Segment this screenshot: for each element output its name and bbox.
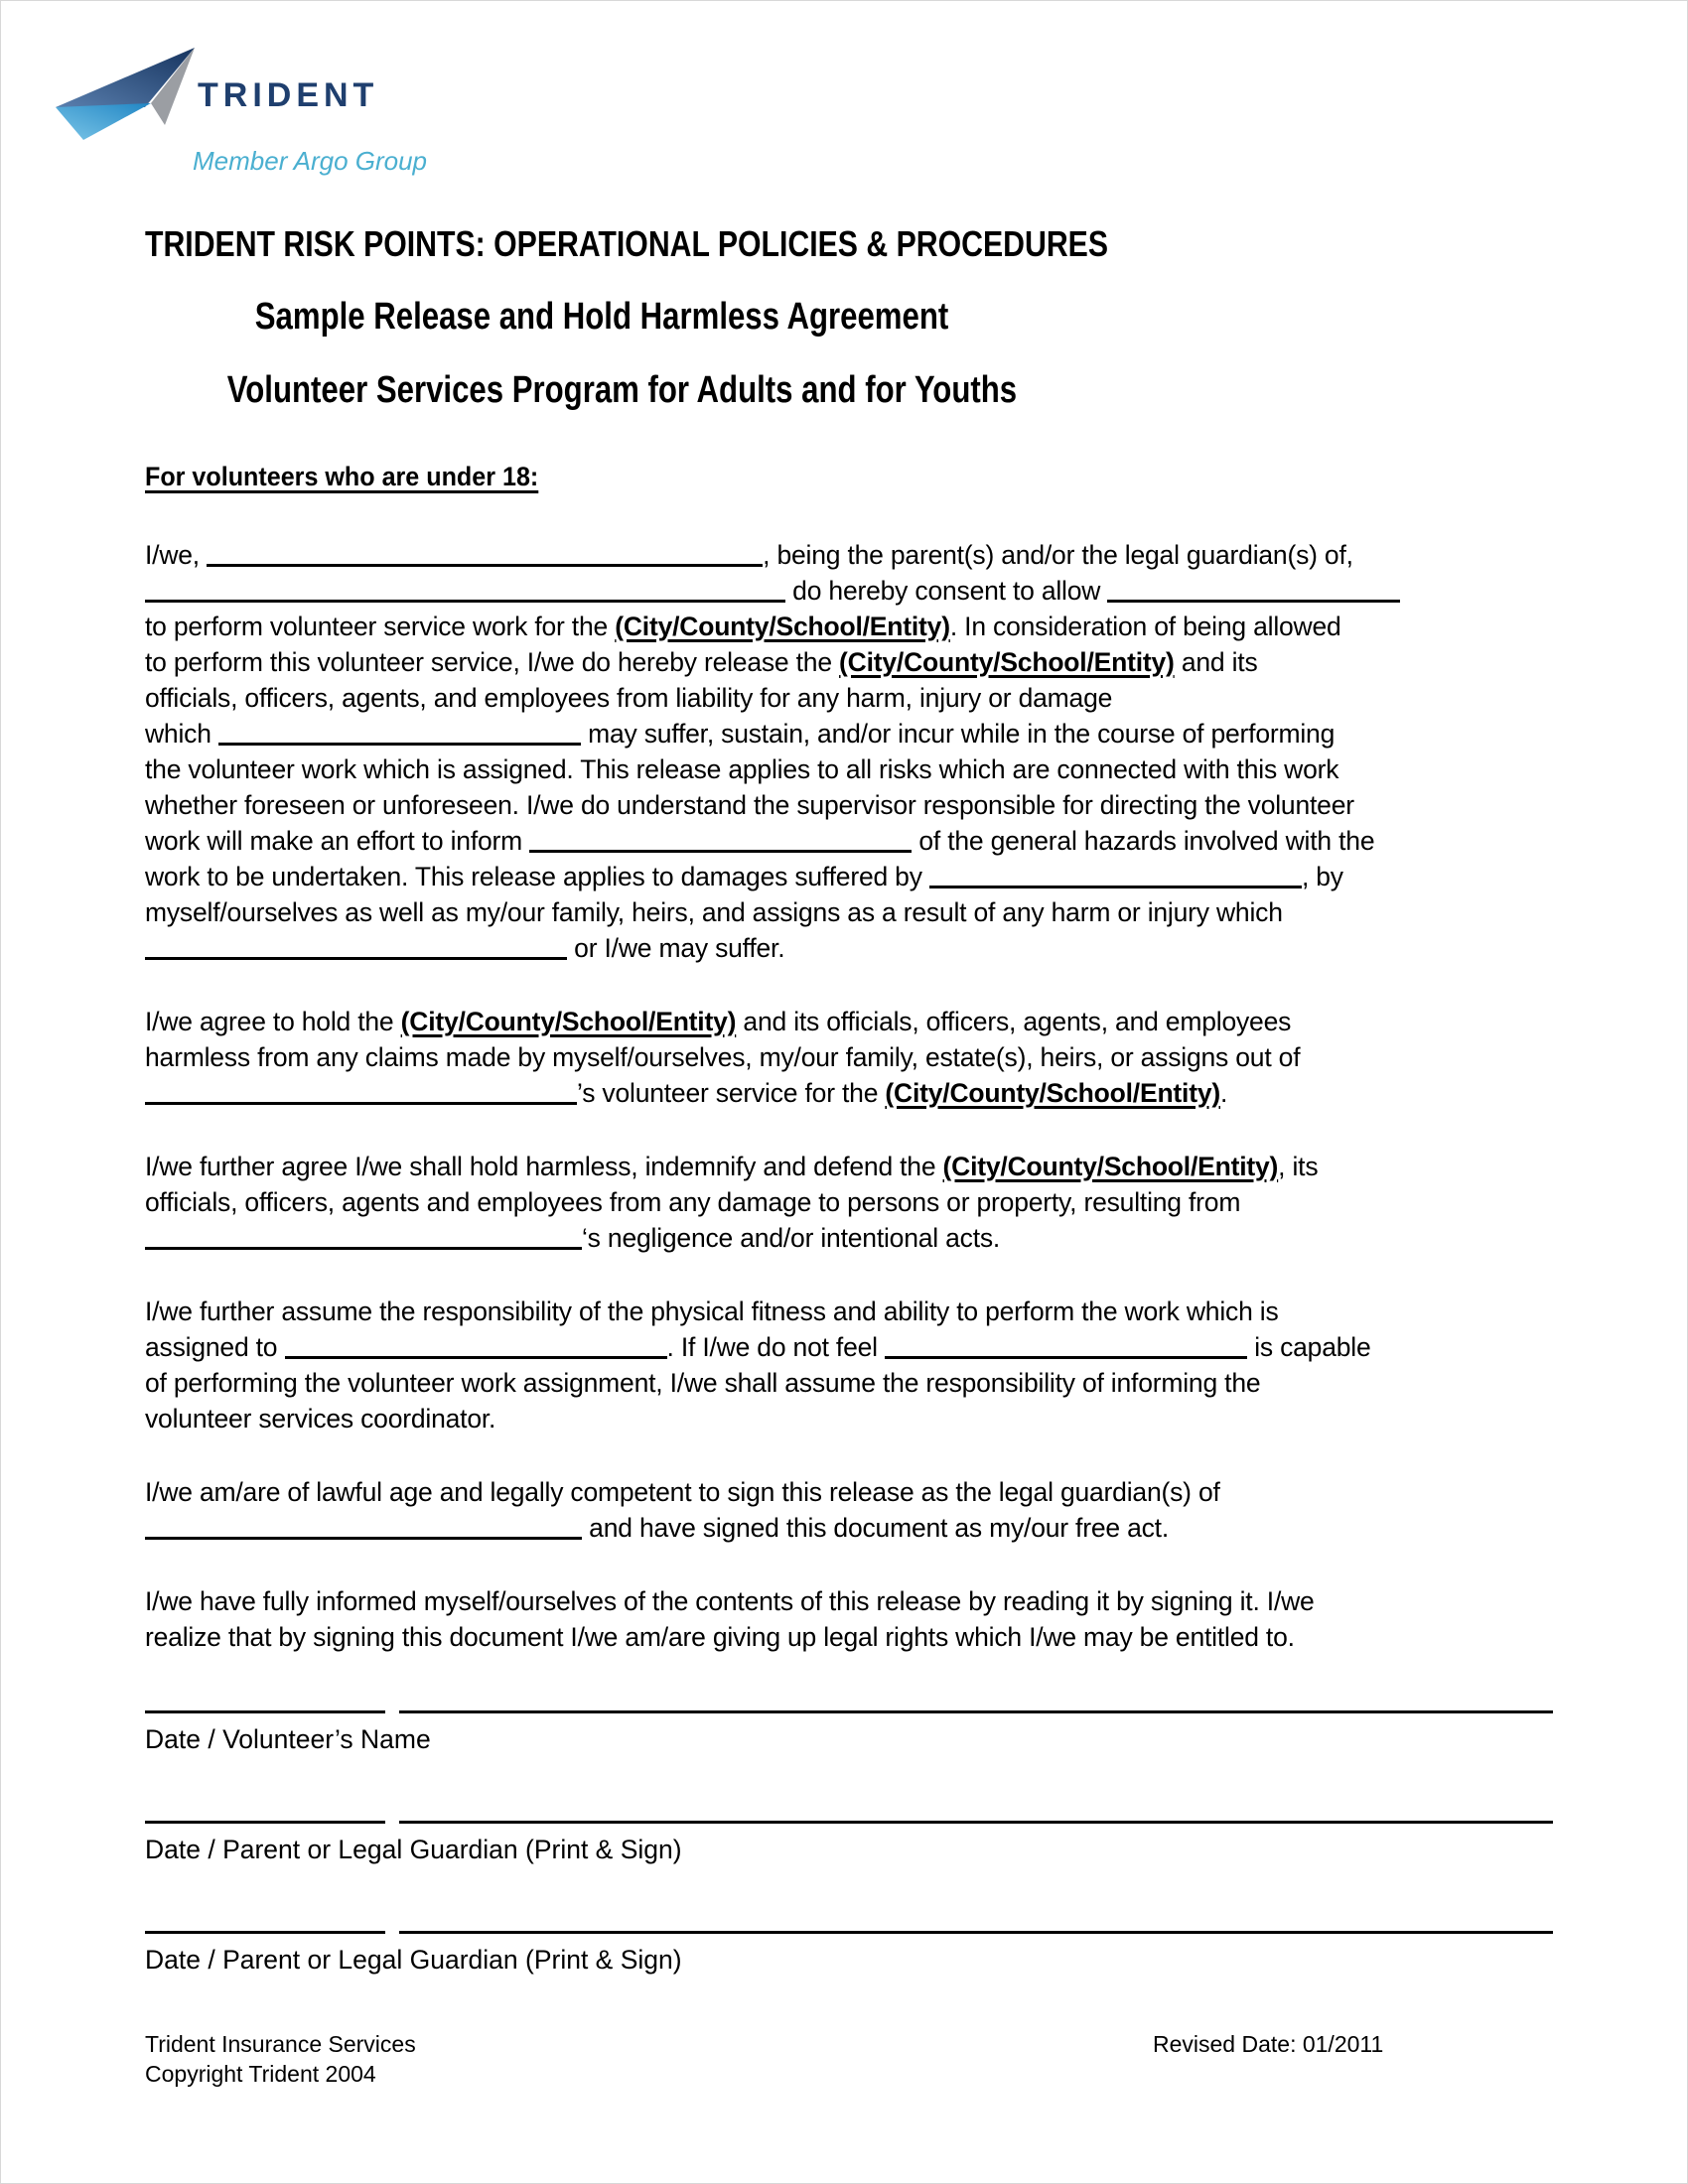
fill-in-blank[interactable] [529,830,912,853]
text-line [145,859,1553,894]
paragraph [145,1583,1553,1655]
fill-in-blank[interactable] [285,1336,667,1359]
text-line [145,1039,1553,1075]
entity-placeholder: (City/County/School/Entity) [400,1007,737,1036]
text-line [145,680,1553,716]
signature-block [145,1821,1553,1867]
text-run: , being the parent(s) and/or the legal guardian(s) of, [763,540,1353,570]
fill-in-blank[interactable] [929,866,1302,888]
text-line [145,1329,1553,1365]
page-content [1,1,1687,2089]
paragraph [145,1294,1553,1436]
entity-placeholder: (City/County/School/Entity) [942,1152,1279,1181]
fill-in-blank[interactable] [145,1517,582,1540]
text-run: I/we have fully informed myself/ourselves of the contents of this release by reading it by signing it. I/we [145,1586,1315,1616]
fill-in-blank[interactable] [145,1227,582,1250]
text-run: , by [1301,862,1343,891]
text-run: and have signed this document as my/our free act. [582,1513,1169,1543]
date-signature-line[interactable] [145,1931,385,1934]
text-line [145,716,1553,751]
text-line [145,1004,1553,1039]
signature-block [145,1710,1553,1757]
text-line [145,1294,1553,1329]
brand-tagline: Member Argo Group [193,146,428,176]
text-run: . [1220,1078,1228,1108]
text-run: which [145,719,218,749]
text-run: I/we agree to hold the [145,1007,401,1036]
fill-in-blank[interactable] [218,723,581,746]
text-run: and its officials, officers, agents, and employees [736,1007,1292,1036]
text-run: the volunteer work which is assigned. This release applies to all risks which are connected with this work [145,754,1339,784]
text-line [145,1583,1553,1619]
text-run: to perform this volunteer service, I/we do hereby release the [145,647,840,677]
signature-section [145,1710,1553,1978]
signature-block [145,1931,1553,1978]
paragraph [145,1149,1553,1256]
text-run: work will make an effort to inform [145,826,530,856]
text-line [145,1075,1553,1111]
paragraph [145,537,1553,966]
date-signature-line[interactable] [145,1821,385,1824]
text-run: I/we further assume the responsibility of the physical fitness and ability to perform the work which is [145,1297,1279,1326]
text-run: is capable [1247,1332,1371,1362]
text-run: of performing the volunteer work assignment, I/we shall assume the responsibility of informing the [145,1368,1261,1398]
text-run: work to be undertaken. This release applies to damages suffered by [145,862,929,891]
entity-placeholder: (City/County/School/Entity) [885,1078,1221,1108]
fill-in-blank[interactable] [885,1336,1247,1359]
entity-placeholder: (City/County/School/Entity) [615,612,950,641]
text-line [145,644,1553,680]
text-run: volunteer services coordinator. [145,1404,496,1433]
text-run: to perform volunteer service work for the [145,612,616,641]
text-line [145,894,1553,930]
text-run: . If I/we do not feel [666,1332,886,1362]
footer-revised-date: Revised Date: 01/2011 [1153,2031,1384,2057]
text-run: of the general hazards involved with the [912,826,1375,856]
text-line [145,930,1553,966]
text-line [145,1184,1553,1220]
signature-line-row [145,1821,1553,1824]
date-signature-line[interactable] [145,1710,385,1713]
text-run: officials, officers, agents and employees from any damage to persons or property, resulting from [145,1187,1241,1217]
text-line [145,1401,1553,1436]
signature-label: Date / Volunteer’s Name [145,1724,431,1754]
text-line [145,573,1553,609]
text-run: ’s volunteer service for the [577,1078,886,1108]
text-line [145,1149,1553,1184]
text-run: myself/ourselves as well as my/our family, heirs, and assigns as a result of any harm or injury which [145,897,1283,927]
entity-placeholder: (City/County/School/Entity) [839,647,1175,677]
fill-in-blank[interactable] [1107,580,1400,603]
fill-in-blank[interactable] [145,937,567,960]
signature-label: Date / Parent or Legal Guardian (Print & Sign) [145,1835,682,1864]
text-line [145,609,1553,644]
name-signature-line[interactable] [399,1931,1553,1934]
fill-in-blank[interactable] [207,544,763,567]
text-run: realize that by signing this document I/we am/are giving up legal rights which I/we may be entitled to. [145,1622,1295,1652]
text-line [145,1619,1553,1655]
signature-line-row [145,1710,1553,1713]
brand-name: TRIDENT [198,76,379,114]
text-line [145,1510,1553,1546]
paper-plane-logo-icon [56,46,195,140]
text-run: assigned to [145,1332,285,1362]
paragraph [145,1004,1553,1111]
footer-copyright: Copyright Trident 2004 [145,2061,376,2087]
text-run: I/we further agree I/we shall hold harmless, indemnify and defend the [145,1152,943,1181]
text-run: whether foreseen or unforeseen. I/we do understand the supervisor responsible for directing the volunteer [145,790,1354,820]
name-signature-line[interactable] [399,1710,1553,1713]
document-subtitle-2: Volunteer Services Program for Adults and for Youths [226,369,1018,411]
text-line [145,1365,1553,1401]
text-run: and its [1174,647,1258,677]
text-run: do hereby consent to allow [785,576,1108,606]
text-run: ‘s negligence and/or intentional acts. [582,1223,1001,1253]
fill-in-blank[interactable] [145,580,785,603]
text-run: , its [1278,1152,1319,1181]
text-line [145,1474,1553,1510]
text-run: officials, officers, agents, and employees from liability for any harm, injury or damage [145,683,1113,713]
text-run: harmless from any claims made by myself/ourselves, my/our family, estate(s), heirs, or assigns out of [145,1042,1301,1072]
text-run: or I/we may suffer. [567,933,785,963]
agreement-body [145,537,1553,1655]
document-subtitle-1: Sample Release and Hold Harmless Agreement [254,296,949,338]
text-run: I/we am/are of lawful age and legally competent to sign this release as the legal guardian(s) of [145,1477,1220,1507]
signature-line-row [145,1931,1553,1934]
text-run: I/we, [145,540,208,570]
paragraph [145,1474,1553,1546]
fill-in-blank[interactable] [145,1082,577,1105]
text-line [145,787,1553,823]
signature-label: Date / Parent or Legal Guardian (Print & Sign) [145,1945,682,1975]
text-run: may suffer, sustain, and/or incur while in the course of performing [580,719,1336,749]
document-title: TRIDENT RISK POINTS: OPERATIONAL POLICIES & PROCEDURES [145,223,1109,264]
text-line [145,751,1553,787]
logo-block [145,1,1553,190]
text-line [145,823,1553,859]
text-line [145,537,1553,573]
text-line [145,1220,1553,1256]
section-heading: For volunteers who are under 18: [145,462,539,491]
page-footer [145,2029,1553,2089]
text-run: . In consideration of being allowed [949,612,1341,641]
footer-company: Trident Insurance Services [145,2031,416,2057]
name-signature-line[interactable] [399,1821,1553,1824]
